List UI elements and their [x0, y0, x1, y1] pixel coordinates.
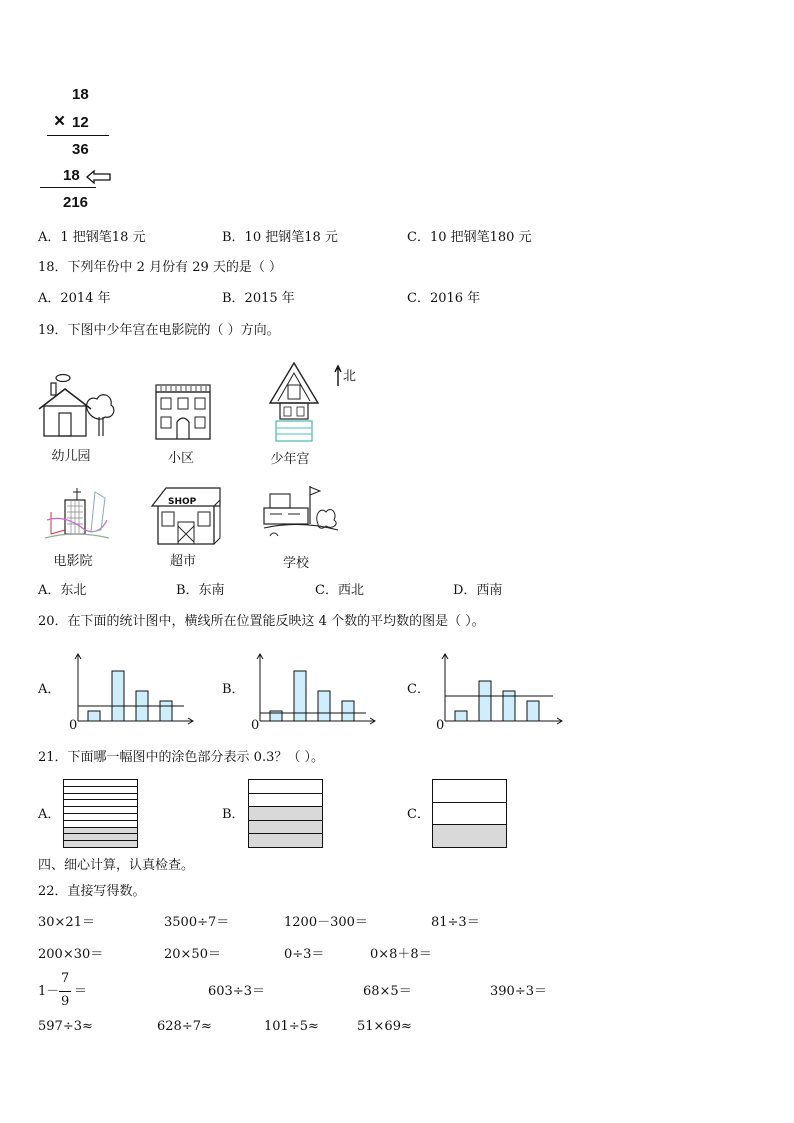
- fraction-equals: ＝: [74, 984, 88, 999]
- bar: [455, 711, 467, 721]
- fraction-part: [433, 780, 506, 802]
- label-cinema: 电影院: [53, 554, 93, 569]
- calc-item: 30×21＝: [38, 915, 95, 930]
- calc-item: 1200－300＝: [284, 915, 368, 930]
- fraction-part: [64, 833, 137, 840]
- label-kindergarten: 幼儿园: [51, 449, 91, 464]
- bar: [318, 691, 330, 721]
- fraction-part: [64, 806, 137, 813]
- school-icon: [262, 484, 340, 546]
- calc-item: 68×5＝: [363, 984, 412, 999]
- option-b[interactable]: B．2015 年: [222, 291, 295, 306]
- bar-chart-c[interactable]: [433, 653, 563, 733]
- option-d[interactable]: D．西南: [453, 583, 503, 598]
- divider-line: [47, 135, 109, 136]
- fraction-part: [249, 806, 322, 820]
- north-arrow-icon: [334, 365, 342, 387]
- section-heading: 四、细心计算，认真检查。: [38, 858, 195, 873]
- calc-item: 51×69≈: [357, 1019, 412, 1034]
- fraction-part: [249, 833, 322, 847]
- label-school: 学校: [282, 556, 309, 571]
- bar: [112, 671, 124, 721]
- origin-zero: 0: [436, 718, 445, 733]
- option-a[interactable]: A．1 把钢笔18 元: [38, 230, 146, 245]
- option-b-label[interactable]: B．: [222, 682, 245, 697]
- fraction-figure-b[interactable]: [248, 779, 323, 848]
- kindergarten-icon: [37, 373, 117, 439]
- label-residential: 小区: [167, 451, 194, 466]
- bar: [479, 681, 491, 721]
- option-a[interactable]: A．2014 年: [38, 291, 111, 306]
- option-b[interactable]: B．10 把钢笔18 元: [222, 230, 338, 245]
- origin-zero: 0: [69, 718, 78, 733]
- calc-item: 101÷5≈: [264, 1019, 319, 1034]
- fraction-part: [433, 824, 506, 847]
- fraction-bar: [59, 991, 71, 992]
- option-b-label[interactable]: B．: [222, 807, 245, 822]
- supermarket-icon: [150, 486, 222, 548]
- question-20: 20．在下面的统计图中，横线所在位置能反映这 4 个数的平均数的图是（ ）。: [38, 614, 485, 629]
- fraction-part: [64, 793, 137, 800]
- option-a-label[interactable]: A．: [38, 682, 61, 697]
- partial-product-2: 18: [63, 167, 80, 184]
- question-22: 22．直接写得数。: [38, 884, 146, 899]
- option-c-label[interactable]: C．: [407, 682, 430, 697]
- calc-item: 628÷7≈: [157, 1019, 212, 1034]
- option-c[interactable]: C．10 把钢笔180 元: [407, 230, 532, 245]
- bar: [88, 711, 100, 721]
- calc-item: 3500÷7＝: [164, 915, 230, 930]
- bar-chart-b[interactable]: [248, 653, 376, 733]
- option-b[interactable]: B．东南: [176, 583, 225, 598]
- product: 216: [63, 194, 89, 211]
- fraction-part: [64, 840, 137, 847]
- y-axis: [75, 654, 81, 721]
- fraction-part: [64, 799, 137, 806]
- fraction-part: [249, 820, 322, 834]
- calc-item: 390÷3＝: [490, 984, 547, 999]
- calc-item: 20×50＝: [164, 947, 221, 962]
- question-19: 19．下图中少年宫在电影院的（ ）方向。: [38, 323, 280, 338]
- origin-zero: 0: [251, 718, 260, 733]
- fraction-prefix: 1－: [38, 984, 60, 999]
- bar-chart-a[interactable]: [66, 653, 194, 733]
- fraction-part: [64, 813, 137, 820]
- fraction-part: [64, 820, 137, 827]
- partial-product-1: 36: [72, 141, 89, 158]
- option-a[interactable]: A．东北: [38, 583, 87, 598]
- bar: [527, 701, 539, 721]
- calc-item: 0÷3＝: [284, 947, 325, 962]
- fraction-part: [64, 827, 137, 834]
- bar: [160, 701, 172, 721]
- shop-sign: SHOP: [168, 497, 197, 507]
- fraction-figure-c[interactable]: [432, 779, 507, 848]
- times-sign: ×: [54, 111, 66, 132]
- y-axis: [257, 654, 263, 721]
- youth-palace-icon: [268, 361, 320, 443]
- divider-line: [40, 187, 96, 188]
- multiplicand: 18: [72, 86, 89, 103]
- fraction-denominator: 9: [61, 994, 70, 1009]
- calc-item: 200×30＝: [38, 947, 104, 962]
- fraction-numerator: 7: [61, 971, 70, 986]
- option-c[interactable]: C．西北: [315, 583, 364, 598]
- calc-item: 597÷3≈: [38, 1019, 93, 1034]
- option-c[interactable]: C．2016 年: [407, 291, 481, 306]
- question-18: 18．下列年份中 2 月份有 29 天的是（ ）: [38, 260, 283, 275]
- label-supermarket: 超市: [169, 554, 196, 569]
- question-21: 21．下面哪一幅图中的涂色部分表示 0.3？（ ）。: [38, 750, 324, 765]
- north-label: 北: [343, 369, 357, 384]
- cinema-icon: [45, 486, 111, 548]
- bar: [342, 701, 354, 721]
- left-arrow-icon: [86, 170, 112, 184]
- fraction-figure-a[interactable]: [63, 779, 138, 848]
- fraction-part: [433, 802, 506, 825]
- option-a-label[interactable]: A．: [38, 807, 61, 822]
- calc-item: 603÷3＝: [208, 984, 265, 999]
- label-youth-palace: 少年宫: [270, 452, 310, 467]
- multiplier: 12: [72, 114, 89, 131]
- y-axis: [442, 654, 448, 721]
- fraction-part: [64, 786, 137, 793]
- calc-item: 81÷3＝: [431, 915, 480, 930]
- calc-item: 0×8＋8＝: [370, 947, 432, 962]
- fraction-part: [249, 780, 322, 793]
- fraction-part: [249, 793, 322, 807]
- residential-building-icon: [155, 384, 211, 440]
- option-c-label[interactable]: C．: [407, 807, 430, 822]
